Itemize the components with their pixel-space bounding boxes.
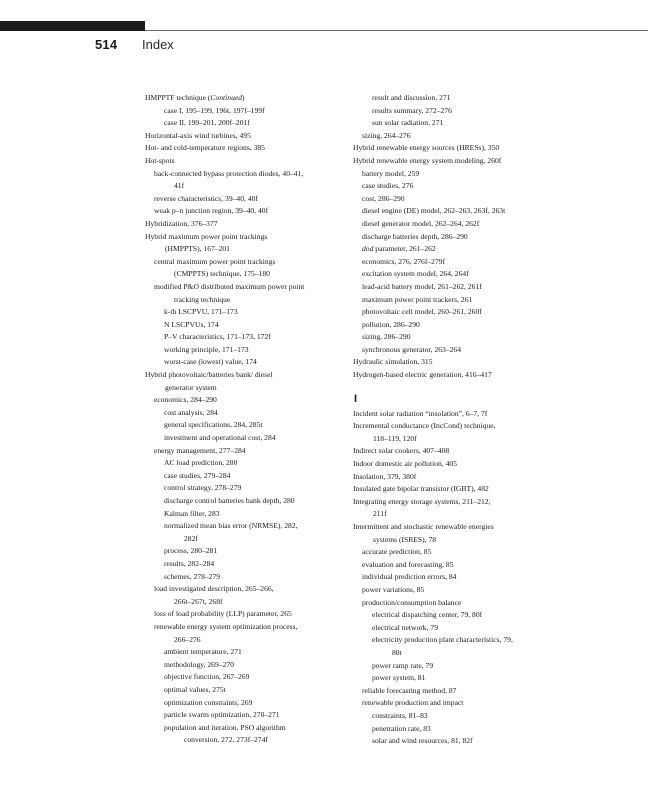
index-entry: synchronous generator, 263–264 [362, 344, 462, 354]
index-entry: Horizontal-axis wind turbines, 495 [145, 130, 251, 140]
index-entry: general specifications, 284, 285t [164, 420, 263, 430]
index-entry: Hot- and cold-temperature regions, 385 [145, 143, 265, 153]
index-entry: HMPPTF technique (Continued) [145, 93, 245, 102]
index-entry: 211f [373, 509, 387, 519]
index-entry: results summary, 272–276 [372, 105, 452, 115]
index-entry: Hybrid renewable energy sources (HRESs), 350 [353, 143, 500, 153]
index-entry: Intermittent and stochastic renewable energies [353, 522, 494, 531]
index-entry: Hydrogen-based electric generation, 416–417 [353, 370, 492, 380]
index-entry: 41f [174, 181, 185, 191]
index-entry: Hydraulic simulation, 315 [353, 357, 433, 367]
index-entry: accurate prediction, 85 [362, 547, 432, 557]
index-entry: renewable production and impact [362, 698, 464, 708]
index-entry: solar and wind resources, 81, 82f [372, 736, 473, 746]
index-entry: Hybrid renewable energy system modeling, 260f [353, 155, 502, 165]
index-entry: ambient temperature, 271 [164, 647, 242, 657]
index-entry: individual prediction errors, 84 [362, 572, 457, 582]
index-entry: result and discussion, 271 [372, 93, 451, 102]
index-entry: generator system [165, 382, 217, 392]
index-entry: power system, 81 [372, 673, 426, 683]
index-entry: discharge control batteries bank depth, 280 [164, 496, 295, 505]
index-entry: investment and operational cost, 284 [164, 433, 276, 443]
index-entry: back-connected bypass protection diodes, 40–41, [154, 168, 304, 178]
index-entry: cost analysis, 284 [164, 407, 218, 417]
index-entry: maximum power point trackers, 261 [362, 294, 473, 304]
index-entry: control strategy, 278–279 [164, 483, 242, 493]
index-entry: 266–276 [174, 634, 201, 644]
index-entry: load investigated description, 265–266, [154, 584, 274, 594]
index-entry: power ramp rate, 79 [372, 660, 434, 670]
index-entry: process, 280–281 [164, 546, 218, 556]
index-entry: dod parameter, 261–262 [362, 244, 436, 254]
index-entry: Hybrid photovoltaic/batteries bank/ diesel [145, 370, 273, 380]
index-entry: P–V characteristics, 171–173, 172f [164, 332, 271, 342]
index-entry: excitation system model, 264, 264f [362, 269, 469, 279]
index-section-letter: I [354, 392, 358, 405]
index-entry: AC load prediction, 280 [164, 458, 238, 468]
index-entry: normalized mean bias error (NRMSE), 282, [164, 521, 298, 531]
index-entry: objective function, 267–269 [164, 672, 250, 682]
running-head: Index [142, 37, 174, 52]
index-entry: 266t–267t, 268f [174, 596, 223, 606]
index-entry: cost, 286–290 [362, 193, 405, 203]
header-black-bar [0, 21, 145, 31]
index-entry: electrical network, 79 [372, 622, 438, 632]
index-entry: methodology, 269–270 [164, 659, 234, 669]
index-entry: Hot-spots [145, 155, 175, 165]
index-entry: 80t [392, 647, 402, 657]
index-entry: economics, 284–290 [154, 395, 217, 405]
index-entry: photovoltaic cell model, 260–261, 260f [362, 307, 482, 317]
index-entry: sun solar radiation, 271 [372, 118, 444, 128]
index-entry: production/consumption balance [362, 597, 462, 607]
index-entry: k-th LSCPVU, 171–173 [164, 307, 238, 317]
index-entry: schemes, 278–279 [164, 571, 221, 581]
index-entry: case studies, 276 [362, 181, 414, 191]
index-entry: case II, 199–201, 200f–201f [164, 118, 250, 128]
index-entry: 282f [184, 533, 198, 543]
page-number: 514 [95, 37, 118, 52]
index-entry: diesel engine (DE) model, 262–263, 263f, 263t [362, 206, 506, 216]
index-entry: systems (ISRES), 78 [373, 534, 437, 544]
index-entry: reliable forecasting method, 87 [362, 685, 457, 695]
index-column-right [353, 92, 568, 748]
index-entry: results, 282–284 [164, 558, 215, 568]
index-entry: optimization constraints, 269 [164, 697, 253, 707]
index-entry: weak p–n junction region, 39–40, 40f [154, 206, 269, 216]
index-entry: optimal values, 275t [164, 684, 226, 694]
index-entry: Indoor domestic air pollution, 405 [353, 459, 457, 469]
index-entry: 118–119, 120f [373, 433, 417, 443]
index-entry: evaluation and forecasting, 85 [362, 559, 454, 569]
index-entry: particle swarm optimization, 270–271 [164, 710, 280, 720]
index-entry: sizing, 264–276 [362, 130, 411, 140]
index-entry: Hybridization, 376–377 [145, 218, 218, 228]
index-entry: energy management, 277–284 [154, 445, 246, 455]
index-entry: (HMPPTS), 167–201 [165, 244, 230, 254]
index-entry: Incident solar radiation “insolation”, 6–7, 7f [353, 408, 488, 418]
index-entry: penetration rate, 83 [372, 723, 431, 733]
index-entry: Hybrid maximum power point trackings [145, 231, 268, 241]
index-entry: battery model, 259 [362, 168, 420, 178]
index-entry: lead-acid battery model, 261–262, 261f [362, 281, 482, 291]
index-entry: electricity production plant characteristics, 79, [372, 635, 513, 645]
index-entry: Kalman filter, 283 [164, 508, 220, 518]
index-entry: N LSCPVUs, 174 [164, 319, 219, 329]
index-entry: Insulated gate bipolar transistor (IGBT), 482 [353, 484, 489, 494]
index-entry: loss of load probability (LLP) parameter, 265 [154, 609, 292, 619]
index-entry: electrical dispatching center, 79, 80f [372, 610, 483, 620]
index-entry: modified P&O distributed maximum power point [154, 281, 305, 291]
index-entry: (CMPPTS) technique, 175–180 [174, 269, 270, 279]
index-entry: constraints, 81–83 [372, 710, 428, 720]
index-entry: case studies, 279–284 [164, 470, 231, 480]
index-entry: pollution, 286–290 [362, 319, 420, 329]
index-entry: worst-case (lowest) value, 174 [164, 357, 257, 367]
index-entry: reverse characteristics, 39–40, 40f [154, 193, 258, 203]
index-entry: central maximum power point trackings [154, 256, 276, 266]
index-entry: Incremental conductance (IncCond) technique, [353, 421, 496, 431]
index-entry: renewable energy system optimization process, [154, 621, 298, 631]
index-entry: diesel generator model, 262–264, 262f [362, 218, 480, 228]
index-entry: working principle, 171–173 [164, 344, 249, 354]
header-rule [145, 30, 648, 31]
index-entry: Integrating energy storage systems, 211–212, [353, 496, 491, 506]
index-entry: sizing, 286–290 [362, 332, 411, 342]
index-entry: population and iteration, PSO algorithm [164, 722, 286, 732]
index-entry: case I, 195–199, 196t, 197f–199f [164, 105, 265, 115]
index-column-left [145, 92, 345, 747]
index-entry: power variations, 85 [362, 584, 425, 594]
index-entry: tracking technique [174, 294, 231, 304]
index-entry: discharge batteries depth, 286–290 [362, 231, 468, 241]
index-entry: economics, 276, 276f–279f [362, 256, 446, 266]
index-entry: conversion, 272, 273f–274f [184, 735, 268, 745]
index-entry: Indirect solar cookers, 407–408 [353, 446, 450, 456]
index-entry: Insolation, 379, 380f [353, 471, 417, 481]
